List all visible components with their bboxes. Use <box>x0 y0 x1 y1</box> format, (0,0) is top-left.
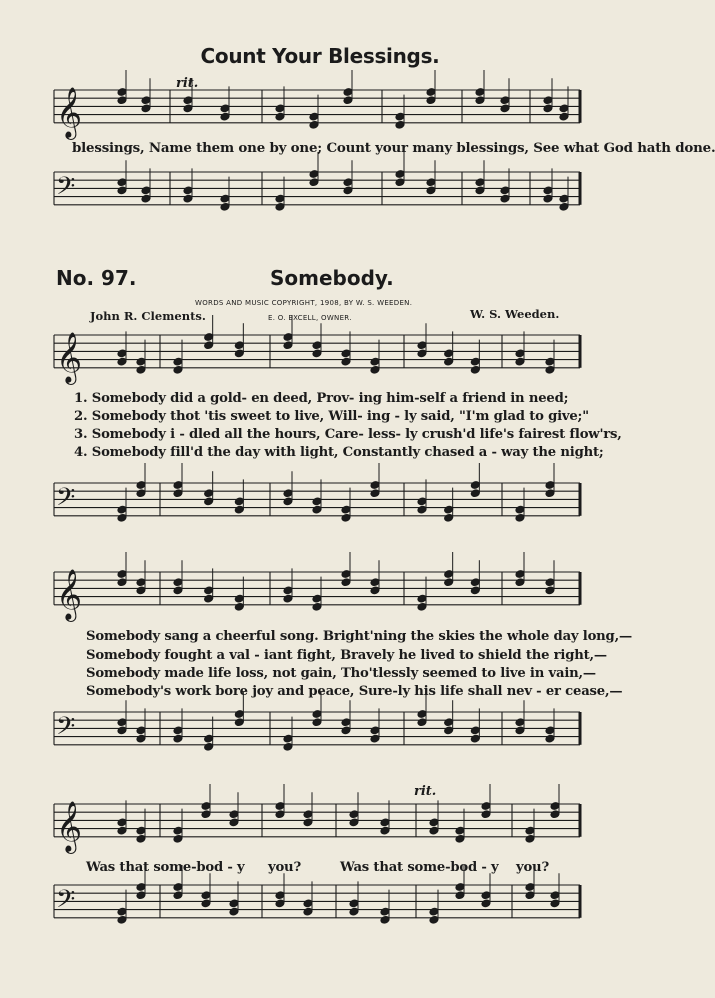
verse-2-line-b: Somebody fought a val - iant fight, Bravely he lived to shield the right,— <box>86 648 607 663</box>
treble-clef-icon: 𝄞 <box>56 800 83 852</box>
lyricist: John R. Clements. <box>90 309 206 323</box>
verse-2-line-a: 2. Somebody thot 'tis sweet to live, Will- ing - ly said, "I'm glad to give;" <box>74 409 589 424</box>
hymn-number: No. 97. <box>56 266 137 290</box>
bass-clef-icon: 𝄢 <box>56 171 76 207</box>
verse-4-line-b: Somebody's work bore joy and peace, Sure-ly his life shall nev - er cease,— <box>86 684 623 699</box>
bass-clef-icon: 𝄢 <box>56 884 76 920</box>
verse-3-line-a: 3. Somebody i - dled all the hours, Care- less- ly crush'd life's fairest flow'rs, <box>74 427 622 442</box>
refrain-you-1: you? <box>268 860 301 875</box>
copyright-notice: WORDS AND MUSIC COPYRIGHT, 1908, BY W. S. WEEDEN. <box>195 299 413 307</box>
refrain-line-1: Was that some-bod - y <box>86 860 245 875</box>
top-hymn-title: Count Your Blessings. <box>200 44 440 68</box>
verse-4-line-a: 4. Somebody fill'd the day with light, Constantly chased a - way the night; <box>74 445 604 460</box>
verse-3-line-b: Somebody made life loss, not gain, Tho'tlessly seemed to live in vain,— <box>86 666 596 681</box>
composer: W. S. Weeden. <box>470 307 560 321</box>
copyright-owner: E. O. EXCELL, OWNER. <box>268 314 352 322</box>
treble-clef-icon: 𝄞 <box>56 568 83 620</box>
verse-1-line-b: Somebody sang a cheerful song. Bright'ning the skies the whole day long,— <box>86 629 632 644</box>
refrain-you-2: you? <box>516 860 549 875</box>
refrain-line-2: Was that some-bod - y <box>340 860 499 875</box>
treble-clef-icon: 𝄞 <box>56 86 83 138</box>
hymn-title: Somebody. <box>270 266 394 290</box>
rit-mark-top: rit. <box>176 76 199 91</box>
rit-mark-refrain: rit. <box>414 784 437 799</box>
top-hymn-lyric: blessings, Name them one by one; Count your many blessings, See what God hath done. <box>72 140 715 156</box>
treble-clef-icon: 𝄞 <box>56 331 83 383</box>
verse-1-line-a: 1. Somebody did a gold- en deed, Prov- ing him-self a friend in need; <box>74 391 569 406</box>
bass-clef-icon: 𝄢 <box>56 482 76 518</box>
bass-clef-icon: 𝄢 <box>56 711 76 747</box>
